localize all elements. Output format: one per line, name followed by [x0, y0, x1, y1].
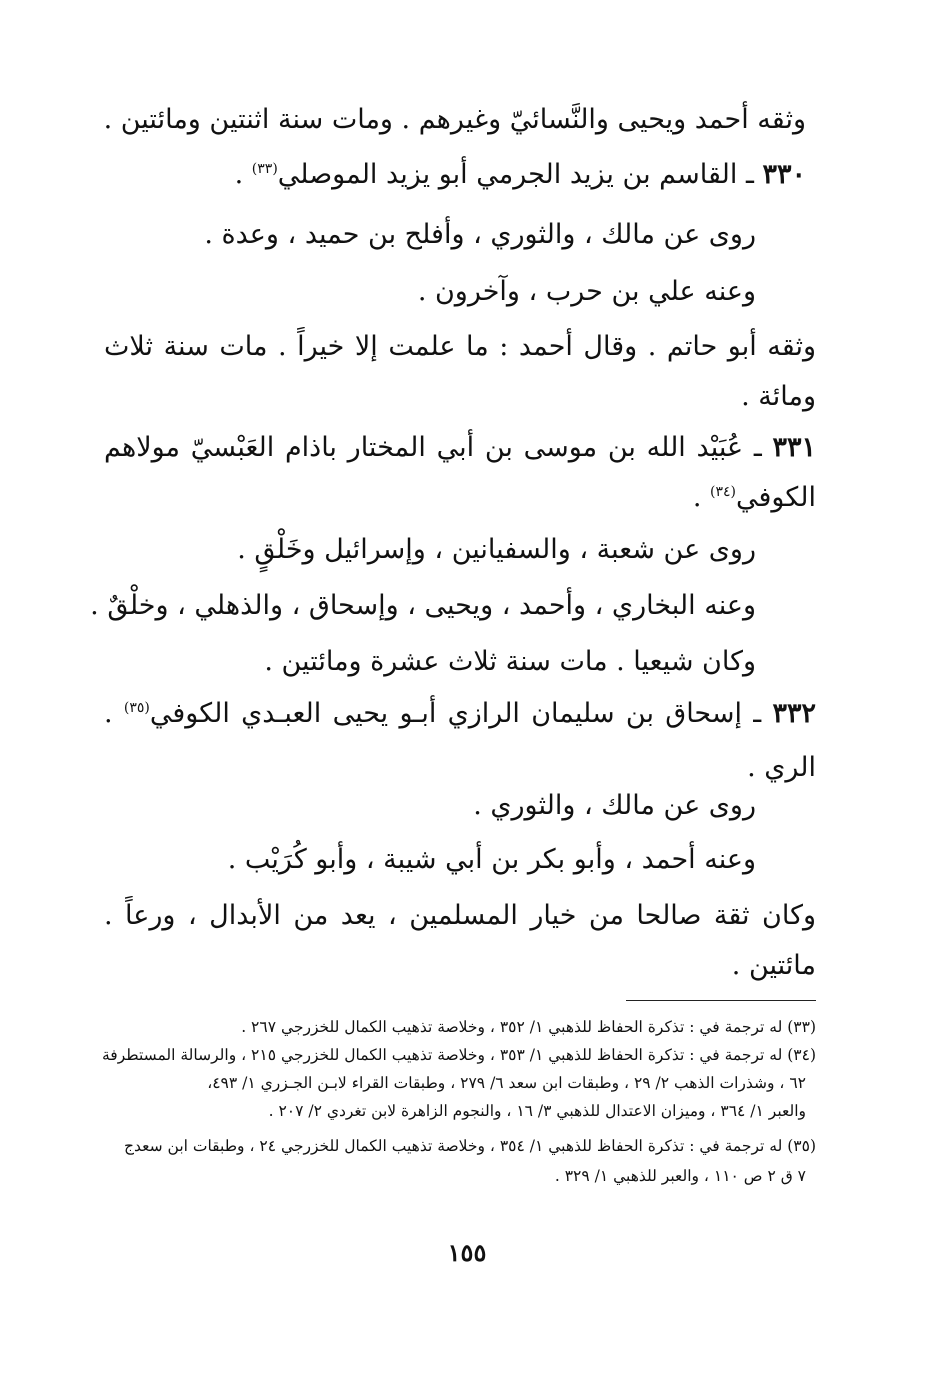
entry-title: ـ القاسم بن يزيد الجرمي أبو يزيد الموصلي [277, 159, 754, 190]
entry-end: . [104, 698, 113, 729]
page-number: ١٥٥ [447, 1238, 487, 1267]
footnote-35-cont: ٧ ق ٢ ص ١١٠ ، والعبر للذهبي ١/ ٣٢٩ . [554, 1167, 806, 1185]
entry-end: . [692, 482, 711, 513]
text-line: وثقه أبو حاتم . وقال أحمد : ما علمت إلا خيراً . مات سنة ثلاث [104, 331, 816, 362]
entry-number: ٣٣٢ [772, 698, 816, 729]
text-line: وكان شيعيا . مات سنة ثلاث عشرة ومائتين . [264, 646, 756, 677]
text-line: وعنه أحمد ، وأبو بكر بن أبي شيبة ، وأبو كُرَيْب . [227, 844, 756, 875]
text-line: روى عن مالك ، والثوري . [473, 790, 756, 821]
entry-title: ـ عُبَيْد الله بن موسى بن أبي المختار باذام العَبْسيّ مولاهم [104, 432, 762, 463]
entry-331-heading [104, 428, 816, 468]
text-line: روى عن شعبة ، والسفيانين ، وإسرائيل وخَلْقٍ . [237, 534, 756, 565]
entry-number: ٣٣١ [772, 432, 816, 463]
footnote-34-cont: والعبر ١/ ٣٦٤ ، وميزان الاعتدال للذهبي ٣/ ١٦ ، والنجوم الزاهرة لابن تغردي ٢/ ٢٠٧ . [268, 1102, 806, 1120]
text-line: الري . [747, 752, 816, 783]
entry-331-continuation [693, 478, 816, 518]
entry-332-heading [104, 694, 816, 734]
footnote-ref: (٣٥) [123, 700, 150, 716]
footnote-separator [626, 1000, 816, 1001]
entry-title-cont: الكوفي [736, 482, 816, 513]
entry-number: ٣٣٠ [762, 159, 806, 190]
text-line: وكان ثقة صالحا من خيار المسلمين ، يعد من الأبدال ، ورعاً . [104, 900, 816, 931]
footnote-35: (٣٥) له ترجمة في : تذكرة الحفاظ للذهبي ١/ ٣٥٤ ، وخلاصة تذهيب الكمال للخزرجي ٢٤ ، وطبقات ابن سعدج [123, 1137, 816, 1155]
entry-end: . [234, 159, 252, 190]
text-line: وثقه أحمد ويحيى والنَّسائيّ وغيرهم . ومات سنة اثنتين ومائتين . [103, 104, 806, 135]
entry-title: ـ إسحاق بن سليمان الرازي أبـو يحيى العبـدي الكوفي [149, 698, 762, 729]
text-line: ومائة . [741, 381, 816, 412]
footnote-33: (٣٣) له ترجمة في : تذكرة الحفاظ للذهبي ١/ ٣٥٢ ، وخلاصة تذهيب الكمال للخزرجي ٢٦٧ . [241, 1018, 816, 1036]
text-line: وعنه علي بن حرب ، وآخرون . [417, 276, 756, 307]
footnote-ref: (٣٤) [710, 484, 736, 500]
entry-330-heading [235, 155, 806, 195]
text-line: وعنه البخاري ، وأحمد ، ويحيى ، وإسحاق ، والذهلي ، وخلْقٌ . [90, 590, 756, 621]
footnote-34-cont: ٦٢ ، وشذرات الذهب ٢/ ٢٩ ، وطبقات ابن سعد ٦/ ٢٧٩ ، وطبقات القراء لابـن الجـزري ١/ ٤٩٣، [207, 1074, 806, 1092]
footnote-34: (٣٤) له ترجمة في : تذكرة الحفاظ للذهبي ١/ ٣٥٣ ، وخلاصة تذهيب الكمال للخزرجي ٢١٥ ، والرسالة المستطرفة [101, 1046, 816, 1064]
text-line: مائتين . [731, 950, 816, 981]
text-line: روى عن مالك ، والثوري ، وأفلح بن حميد ، وعدة . [204, 219, 756, 250]
footnote-ref: (٣٣) [251, 161, 278, 177]
